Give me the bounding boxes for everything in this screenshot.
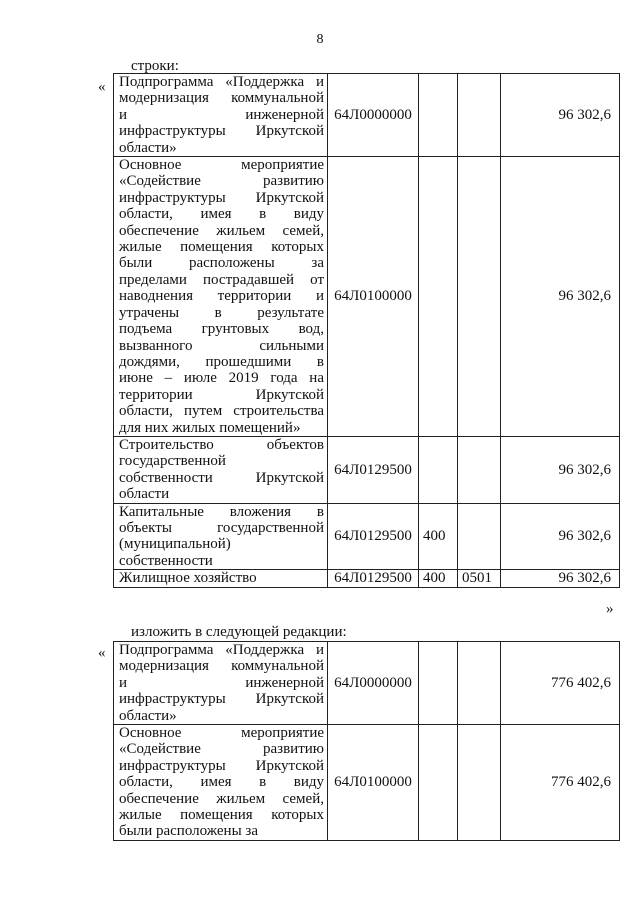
row-name-line: наводнения территории и	[119, 288, 324, 305]
section-cell: 0501	[458, 570, 501, 587]
opening-quote-2: «	[98, 645, 106, 661]
row-name-line: области, имея в виду	[119, 774, 324, 791]
row-name-line: Подпрограмма «Поддержка и	[119, 74, 324, 90]
expense-type-cell	[419, 725, 458, 841]
row-name-line: Подпрограмма «Поддержка и	[119, 642, 324, 658]
caption-new-edition: изложить в следующей редакции:	[131, 624, 347, 640]
row-name-line: и инженерной	[119, 106, 324, 123]
row-name-line: государственной	[119, 453, 226, 470]
target-code-cell: 64Л0129500	[328, 436, 419, 503]
table-row	[114, 570, 620, 587]
row-name-line: вызванного сильными	[119, 337, 324, 354]
row-name-line: инфраструктуры Иркутской	[119, 189, 324, 206]
budget-table-new	[113, 641, 620, 841]
table-row	[114, 436, 620, 503]
section-cell	[458, 436, 501, 503]
expense-type-cell: 400	[419, 503, 458, 570]
row-name-line: модернизация коммунальной	[119, 90, 324, 107]
row-name-line: и инженерной	[119, 674, 324, 691]
row-name-line: области, путем строительства	[119, 403, 324, 420]
amount-cell: 96 302,6	[501, 570, 620, 587]
target-code-cell: 64Л0129500	[328, 570, 419, 587]
row-name-line: области»	[119, 707, 177, 724]
row-name-line: июне – июле 2019 года на	[119, 370, 324, 387]
row-name-cell	[114, 157, 328, 437]
amount-cell: 776 402,6	[501, 642, 620, 725]
row-name-line: Жилищное хозяйство	[119, 570, 257, 587]
table-row	[114, 503, 620, 570]
row-name-line: Основное мероприятие	[119, 157, 324, 174]
row-name-line: Капитальные вложения в	[119, 503, 324, 520]
row-name-line: были расположены за	[119, 823, 258, 840]
row-name-line: жилые помещения которых	[119, 807, 324, 824]
expense-type-cell	[419, 157, 458, 437]
closing-quote-1: »	[606, 601, 614, 617]
row-name-line: территории Иркутской	[119, 386, 324, 403]
row-name-line: подъема грунтовых вод,	[119, 321, 324, 338]
row-name-line: собственности Иркутской	[119, 469, 324, 486]
row-name-cell	[114, 570, 328, 587]
row-name-line: обеспечение жильем семей,	[119, 222, 324, 239]
row-name-line: для них жилых помещений»	[119, 419, 301, 436]
amount-cell: 776 402,6	[501, 725, 620, 841]
row-name-line: утрачены в результате	[119, 304, 324, 321]
target-code-cell: 64Л0100000	[328, 725, 419, 841]
section-cell	[458, 157, 501, 437]
row-name-line: области, имея в виду	[119, 206, 324, 223]
section-cell	[458, 642, 501, 725]
row-name-cell	[114, 725, 328, 841]
expense-type-cell	[419, 436, 458, 503]
expense-type-cell	[419, 642, 458, 725]
expense-type-cell	[419, 74, 458, 157]
amount-cell: 96 302,6	[501, 436, 620, 503]
section-cell	[458, 74, 501, 157]
amount-cell: 96 302,6	[501, 74, 620, 157]
page-number: 8	[316, 32, 324, 47]
row-name-line: модернизация коммунальной	[119, 658, 324, 675]
row-name-cell	[114, 642, 328, 725]
budget-table-old	[113, 73, 620, 588]
row-name-line: области»	[119, 139, 177, 156]
target-code-cell: 64Л0000000	[328, 642, 419, 725]
table-row	[114, 642, 620, 725]
row-name-line: «Содействие развитию	[119, 741, 324, 758]
row-name-line: инфраструктуры Иркутской	[119, 691, 324, 708]
target-code-cell: 64Л0100000	[328, 157, 419, 437]
row-name-line: Основное мероприятие	[119, 725, 324, 742]
row-name-line: Строительство объектов	[119, 436, 324, 453]
caption-lines: строки:	[131, 58, 179, 74]
row-name-line: пределами пострадавшей от	[119, 271, 324, 288]
target-code-cell: 64Л0000000	[328, 74, 419, 157]
row-name-line: дождями, прошедшими в	[119, 353, 324, 370]
row-name-line: «Содействие развитию	[119, 173, 324, 190]
row-name-line: были расположены за	[119, 255, 324, 272]
row-name-line: жилые помещения которых	[119, 239, 324, 256]
section-cell	[458, 725, 501, 841]
table-row	[114, 74, 620, 157]
section-cell	[458, 503, 501, 570]
opening-quote-1: «	[98, 79, 106, 95]
amount-cell: 96 302,6	[501, 157, 620, 437]
target-code-cell: 64Л0129500	[328, 503, 419, 570]
row-name-line: объекты государственной	[119, 519, 324, 536]
table-row	[114, 725, 620, 841]
row-name-line: инфраструктуры Иркутской	[119, 123, 324, 140]
row-name-cell	[114, 74, 328, 157]
row-name-line: области	[119, 486, 170, 503]
table-row	[114, 157, 620, 437]
expense-type-cell: 400	[419, 570, 458, 587]
row-name-cell	[114, 503, 328, 570]
row-name-line: собственности	[119, 552, 213, 569]
row-name-line: (муниципальной)	[119, 536, 231, 553]
row-name-line: инфраструктуры Иркутской	[119, 757, 324, 774]
row-name-cell	[114, 436, 328, 503]
row-name-line: обеспечение жильем семей,	[119, 790, 324, 807]
amount-cell: 96 302,6	[501, 503, 620, 570]
